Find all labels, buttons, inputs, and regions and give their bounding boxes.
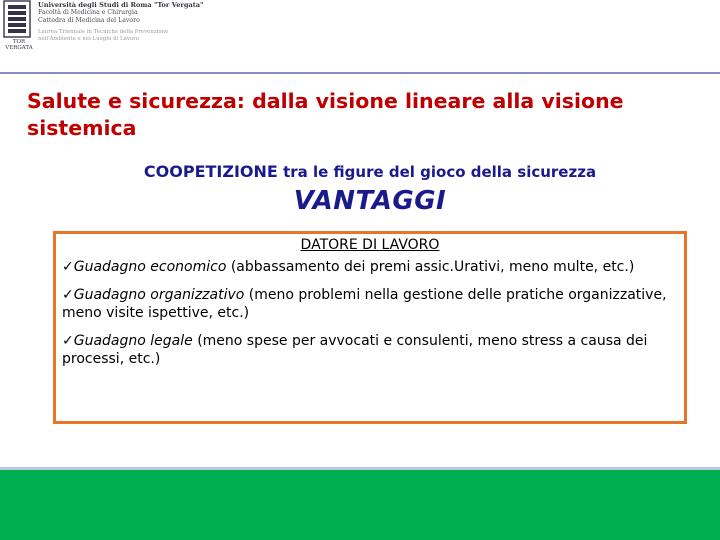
- list-item: [62, 332, 678, 368]
- item-label: Guadagno economico: [73, 259, 227, 275]
- employer-advantages-box: [53, 231, 687, 424]
- list-item: [62, 258, 678, 276]
- university-name: Università degli Studi di Roma "Tor Vergata": [38, 1, 204, 9]
- box-title: DATORE DI LAVORO: [300, 237, 440, 253]
- slide-subtitle: [0, 162, 720, 181]
- item-label: Guadagno organizzativo: [73, 287, 245, 303]
- item-text: (abbassamento dei premi assic.Urativi, meno multe, etc.): [226, 259, 635, 275]
- footer-band: [0, 470, 720, 540]
- subtitle-keyword: COOPETIZIONE: [143, 162, 278, 181]
- department-name: Cattedra di Medicina del Lavoro: [38, 17, 140, 24]
- university-text: [38, 1, 208, 43]
- checkmark-icon: ✓: [62, 333, 74, 349]
- checkmark-icon: ✓: [62, 259, 74, 275]
- advantages-heading: VANTAGGI: [293, 186, 447, 216]
- checkmark-icon: ✓: [62, 287, 74, 303]
- item-text: (meno problemi nella gestione delle pratiche organizzative, meno visite ispettive, etc.): [62, 287, 667, 321]
- subtitle-rest: tra le figure del gioco della sicurezza: [277, 163, 597, 181]
- faculty-name: Facoltà di Medicina e Chirurgia: [38, 9, 138, 16]
- slide-title: Salute e sicurezza: dalla visione lineare alla visione sistemica: [27, 89, 624, 140]
- item-text: (meno spese per avvocati e consulenti, meno stress a causa dei processi, etc.): [62, 333, 648, 367]
- header: [0, 0, 720, 51]
- course-line-2: nell'Ambiente e nei Luoghi di Lavoro: [38, 36, 139, 42]
- logo-caption: TOR VERGATA: [5, 39, 33, 51]
- item-label: Guadagno legale: [73, 333, 193, 349]
- list-item: [62, 286, 678, 322]
- course-line-1: Laurea Triennale in Tecniche della Prevenzione: [38, 29, 169, 35]
- header-divider: [0, 72, 720, 74]
